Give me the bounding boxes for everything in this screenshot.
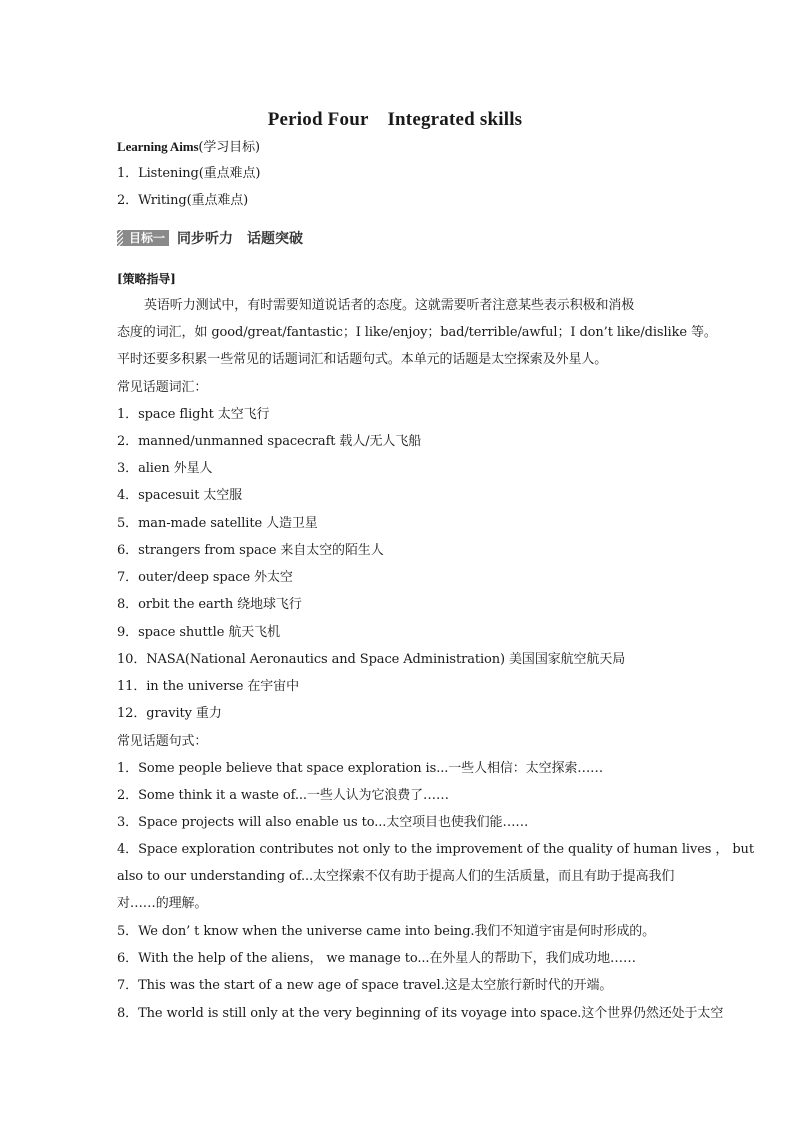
vocab-item: 5．man-made satellite 人造卫星 xyxy=(117,516,318,531)
sentence-item: 对……的理解。 xyxy=(117,896,208,911)
vocab-item: 7．outer/deep space 外太空 xyxy=(117,570,293,585)
aim-item: 2．Writing(重点难点) xyxy=(117,193,249,208)
learning-aims-heading xyxy=(117,138,260,157)
section-header xyxy=(117,229,677,247)
vocab-item: 3．alien 外星人 xyxy=(117,461,213,476)
strategy-label: [策略指导] xyxy=(117,272,176,286)
vocab-item: 8．orbit the earth 绕地球飞行 xyxy=(117,597,302,612)
aim-item: 1．Listening(重点难点) xyxy=(117,166,261,181)
vocab-item: 4．spacesuit 太空服 xyxy=(117,488,243,503)
sentence-item: 7．This was the start of a new age of space travel.这是太空旅行新时代的开端。 xyxy=(117,978,613,993)
sentence-item: 1．Some people believe that space exploration is...一些人相信：太空探索…… xyxy=(117,761,604,776)
learning-aims-label: Learning Aims xyxy=(117,139,199,154)
learning-aims-cn: (学习目标) xyxy=(198,140,260,155)
sentence-label: 常见话题句式： xyxy=(117,734,208,749)
vocab-item: 10．NASA(National Aeronautics and Space Administration) 美国国家航空航天局 xyxy=(117,652,626,667)
vocab-item: 6．strangers from space 来自太空的陌生人 xyxy=(117,543,384,558)
vocab-item: 11．in the universe 在宇宙中 xyxy=(117,679,299,694)
vocab-label: 常见话题词汇： xyxy=(117,380,208,395)
section-tag: 目标一 xyxy=(117,230,169,246)
page-title: Period Four Integrated skills xyxy=(267,109,523,130)
intro-line: 平时还要多积累一些常见的话题词汇和话题句式。本单元的话题是太空探索及外星人。 xyxy=(117,352,608,367)
vocab-item: 1．space flight 太空飞行 xyxy=(117,407,270,422)
sentence-item: 8．The world is still only at the very beginning of its voyage into space.这个世界仍然还处于太空 xyxy=(117,1006,724,1021)
sentence-item: 5．We don’ t know when the universe came into being.我们不知道宇宙是何时形成的。 xyxy=(117,924,656,939)
sentence-item: also to our understanding of...太空探索不仅有助于提高人们的生活质量，而且有助于提高我们 xyxy=(117,869,675,884)
sentence-item: 6．With the help of the aliens， we manage to...在外星人的帮助下，我们成功地…… xyxy=(117,951,636,966)
sentence-item: 3．Space projects will also enable us to...太空项目也使我们能…… xyxy=(117,815,529,830)
intro-line: 态度的词汇，如 good/great/fantastic；I like/enjoy；bad/terrible/awful；I don’t like/dislike 等。 xyxy=(117,325,717,340)
vocab-item: 12．gravity 重力 xyxy=(117,706,222,721)
intro-line: 英语听力测试中，有时需要知道说话者的态度。这就需要听者注意某些表示积极和消极 xyxy=(144,298,635,313)
vocab-item: 9．space shuttle 航天飞机 xyxy=(117,625,280,640)
section-title: 同步听力 话题突破 xyxy=(177,231,304,247)
vocab-item: 2．manned/unmanned spacecraft 载人/无人飞船 xyxy=(117,434,422,449)
sentence-item: 2．Some think it a waste of...一些人认为它浪费了…… xyxy=(117,788,449,803)
sentence-item: 4．Space exploration contributes not only to the improvement of the quality of human lives ， but xyxy=(117,842,754,857)
